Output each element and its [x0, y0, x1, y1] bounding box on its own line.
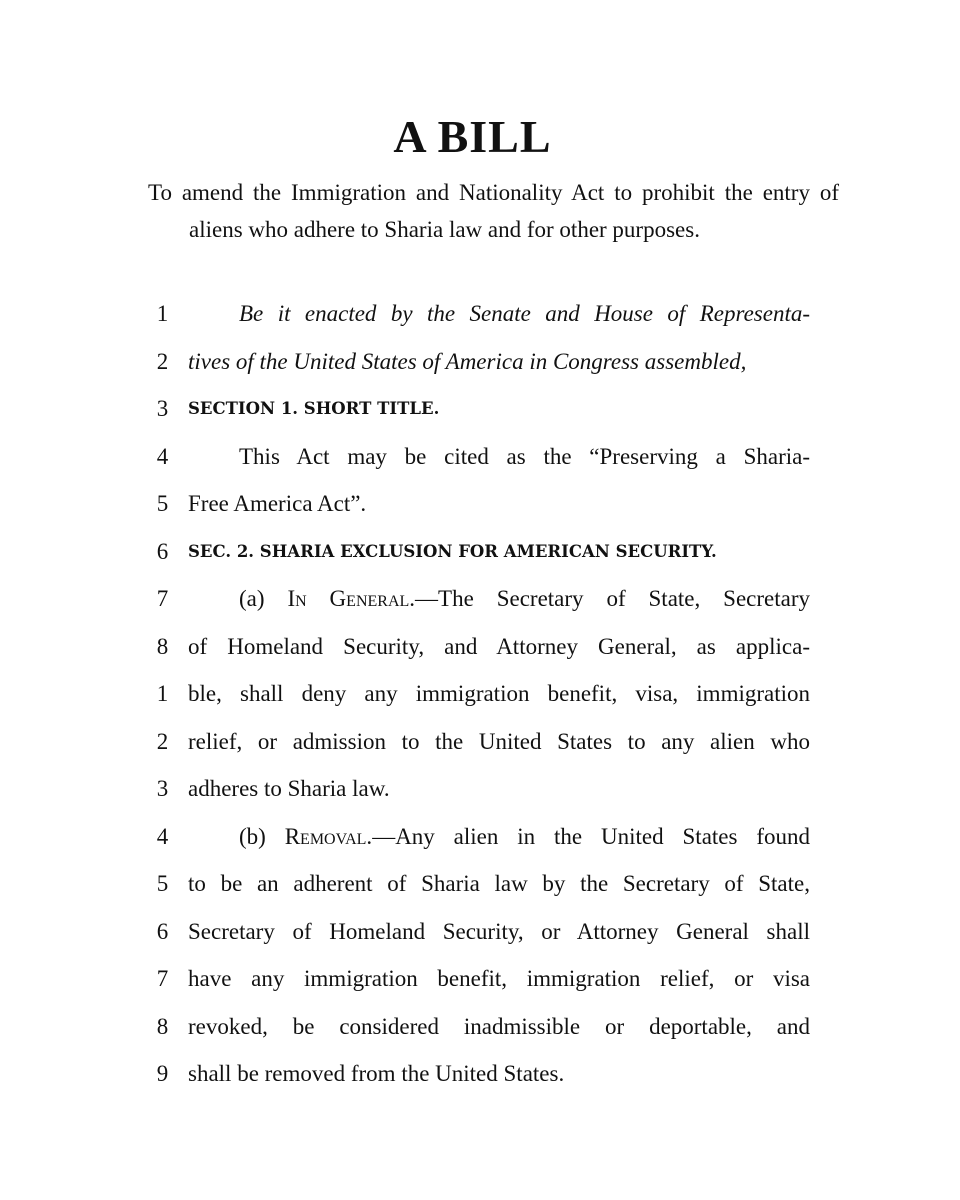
text-line — [0, 1050, 960, 1098]
subsection-label: (a) — [239, 586, 288, 611]
bill-text-lines — [0, 290, 960, 1098]
text-line — [0, 1003, 960, 1051]
body-line: have any immigration benefit, immigration relief, or visa — [188, 966, 810, 991]
bill-title: A BILL — [393, 111, 552, 162]
text-line — [0, 860, 960, 908]
text-line — [0, 480, 960, 528]
body-line: Free America Act”. — [188, 491, 367, 516]
text-line — [0, 813, 960, 861]
body-line: ble, shall deny any immigration benefit, visa, immigration — [188, 681, 810, 706]
text-line — [0, 385, 960, 433]
text-line — [0, 623, 960, 671]
body-line: relief, or admission to the United States to any alien who — [188, 728, 810, 754]
line-number: 2 — [156, 348, 169, 374]
text-line — [0, 433, 960, 481]
line-number: 1 — [156, 301, 169, 326]
body-line: of Homeland Security, and Attorney General, as applica- — [188, 633, 810, 659]
body-line: Secretary of Homeland Security, or Attorney General shall — [188, 918, 810, 944]
body-line: This Act may be cited as the “Preserving a Sharia- — [239, 443, 810, 469]
line-number: 7 — [156, 586, 169, 611]
text-line — [0, 908, 960, 956]
line-number: 3 — [156, 396, 169, 421]
text-line — [0, 765, 960, 813]
line-number: 4 — [156, 443, 169, 469]
subsection-label: (b) — [239, 823, 285, 849]
line-number: 8 — [156, 633, 169, 659]
line-number: 5 — [156, 491, 169, 516]
line-number: 8 — [156, 1013, 169, 1039]
subsection-heading: In General. — [287, 586, 416, 611]
text-line — [0, 955, 960, 1003]
enacting-clause-line: Be it enacted by the Senate and House of Representa- — [239, 301, 810, 326]
body-line: adheres to Sharia law. — [188, 776, 390, 801]
line-number: 5 — [156, 871, 169, 896]
line-number: 2 — [156, 728, 169, 754]
line-number: 4 — [156, 823, 169, 849]
subsection-text: —Any alien in the United States found — [372, 823, 810, 849]
text-line — [0, 670, 960, 718]
line-number: 9 — [156, 1061, 169, 1086]
subsection-line — [188, 575, 810, 623]
line-number: 6 — [156, 918, 169, 944]
line-number: 7 — [156, 966, 169, 991]
line-number: 6 — [156, 538, 169, 564]
line-number: 1 — [156, 681, 169, 706]
text-line — [0, 575, 960, 623]
subsection-heading: Removal. — [284, 823, 373, 849]
subsection-line — [188, 813, 810, 861]
body-line: revoked, be considered inadmissible or deportable, and — [188, 1013, 810, 1039]
text-line — [0, 528, 960, 576]
text-line — [0, 338, 960, 386]
enacting-clause-line: tives of the United States of America in Congress assembled, — [188, 348, 747, 374]
line-number: 3 — [156, 776, 169, 801]
body-line: shall be removed from the United States. — [188, 1061, 565, 1086]
bill-purpose: To amend the Immigration and Nationality Act to prohibit the entry of aliens who adhere to Sharia law and for other purposes. — [148, 180, 839, 242]
section-heading: SEC. 2. SHARIA EXCLUSION FOR AMERICAN SECURITY. — [188, 541, 717, 561]
body-line: to be an adherent of Sharia law by the Secretary of State, — [188, 871, 810, 896]
text-line — [0, 718, 960, 766]
text-line — [0, 290, 960, 338]
section-heading: SECTION 1. SHORT TITLE. — [188, 399, 440, 418]
subsection-text: —The Secretary of State, Secretary — [415, 586, 810, 611]
